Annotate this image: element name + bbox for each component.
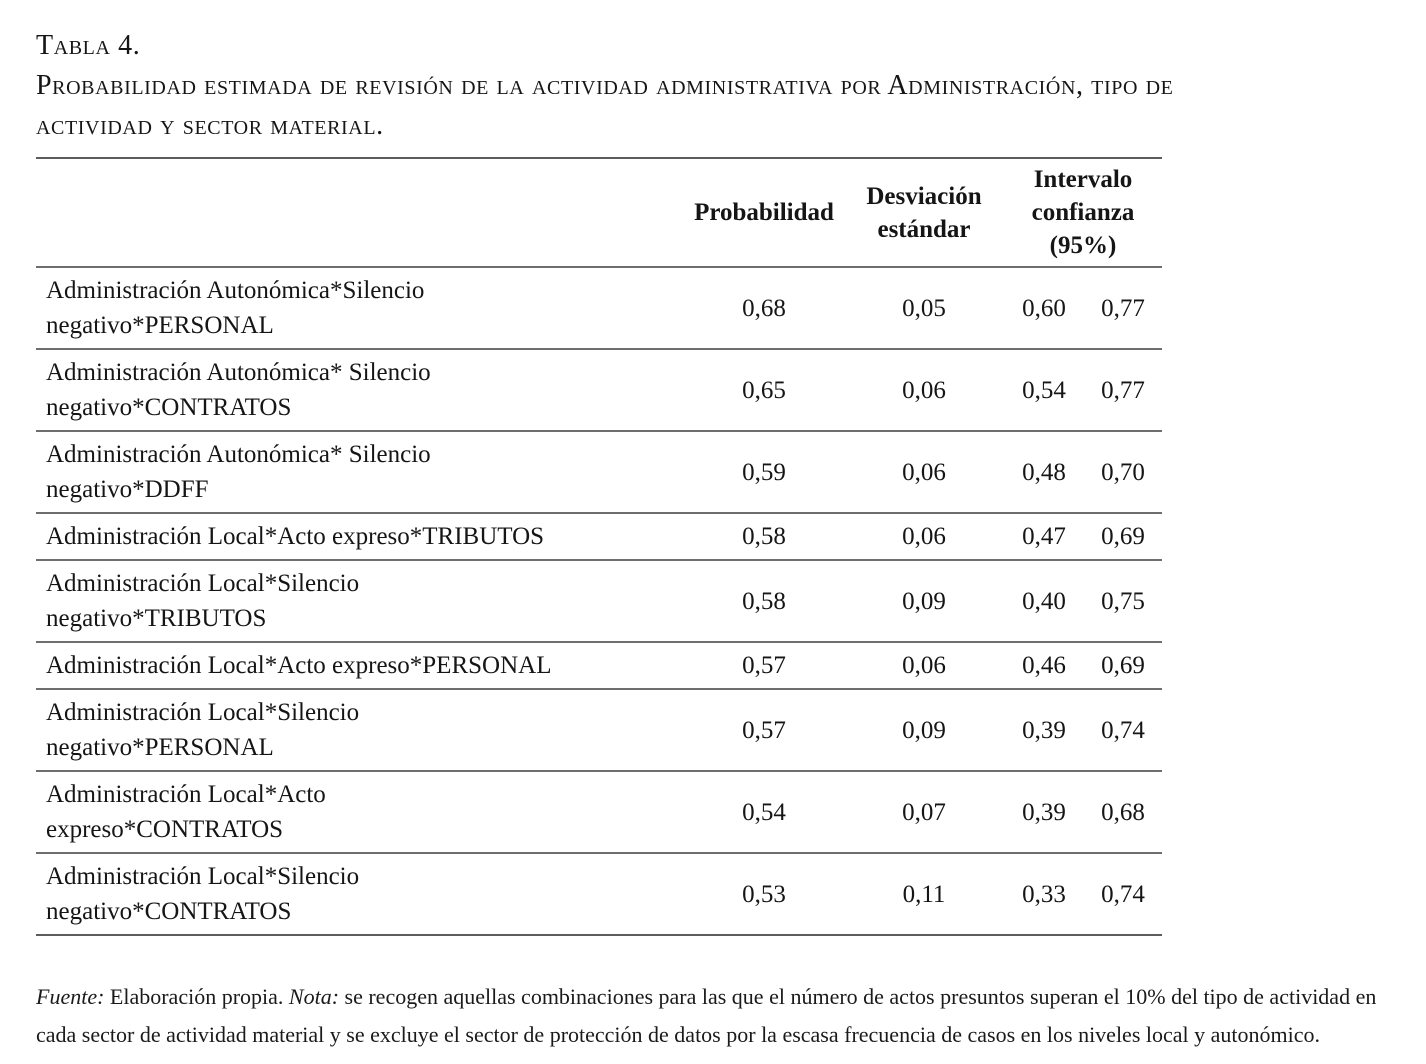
- header-cell-desviacion: [844, 158, 1004, 267]
- row-label: Administración Local*Acto expreso*TRIBUTOS: [36, 513, 684, 560]
- row-label: Administración Local*Silencio negativo*CONTRATOS: [46, 863, 360, 925]
- cell-ci-high: 0,69: [1084, 513, 1162, 560]
- table-row: [36, 560, 1162, 642]
- cell-ci-low: 0,39: [1004, 689, 1084, 771]
- table-row: [36, 689, 1162, 771]
- row-label: Administración Autonómica* Silencio negativo*CONTRATOS: [36, 349, 684, 431]
- cell-desviacion: 0,09: [844, 560, 1004, 642]
- cell-ci-low: 0,48: [1004, 431, 1084, 513]
- row-label: Administración Local*Acto expreso*CONTRATOS: [36, 771, 684, 853]
- table-caption: [36, 66, 1390, 146]
- cell-ci-high: 0,68: [1084, 771, 1162, 853]
- cell-probabilidad: 0,68: [684, 267, 844, 349]
- cell-probabilidad: 0,57: [684, 689, 844, 771]
- cell-desviacion: 0,06: [844, 431, 1004, 513]
- cell-ci-low: 0,60: [1004, 267, 1084, 349]
- cell-ci-low: 0,40: [1004, 560, 1084, 642]
- cell-ci-high: 0,74: [1084, 689, 1162, 771]
- table-body: [36, 267, 1162, 935]
- header-label-desviacion: Desviación estándar: [866, 182, 982, 243]
- table-number: Tabla 4.: [36, 30, 141, 61]
- cell-ci-high: 0,77: [1084, 267, 1162, 349]
- cell-ci-high: 0,77: [1084, 349, 1162, 431]
- cell-desviacion: 0,05: [844, 267, 1004, 349]
- row-label: Administración Autonómica* Silencio negativo*DDFF: [36, 431, 684, 513]
- header-row: [36, 158, 1162, 267]
- header-cell-empty: [36, 158, 684, 267]
- table-header: [36, 158, 1162, 267]
- cell-ci-low: 0,47: [1004, 513, 1084, 560]
- cell-ci-low: 0,33: [1022, 880, 1066, 908]
- fuente-text: Elaboración propia.: [109, 984, 284, 1009]
- row-label: Administración Autonómica*Silencio negativo*PERSONAL: [36, 267, 684, 349]
- table-row: [36, 513, 1162, 560]
- header-cell-probabilidad: [684, 158, 844, 267]
- cell-probabilidad: 0,57: [684, 642, 844, 689]
- cell-ci-low: 0,46: [1004, 642, 1084, 689]
- header-label-probabilidad: Probabilidad: [694, 199, 834, 226]
- row-label: Administración Local*Acto expreso*PERSONAL: [36, 642, 684, 689]
- row-label: Administración Local*Silencio negativo*PERSONAL: [36, 689, 684, 771]
- cell-ci-high: 0,70: [1084, 431, 1162, 513]
- table-caption-line2: actividad y sector material.: [36, 110, 384, 141]
- cell-desviacion: 0,06: [844, 513, 1004, 560]
- table-row: [36, 431, 1162, 513]
- table-row: [36, 267, 1162, 349]
- cell-ci-low: 0,54: [1004, 349, 1084, 431]
- cell-ci-low: 0,39: [1004, 771, 1084, 853]
- table-row: [36, 642, 1162, 689]
- cell-desviacion: 0,11: [902, 880, 946, 908]
- table-caption-line1: Probabilidad estimada de revisión de la actividad administrativa por Administración, tipo de: [36, 70, 1174, 101]
- cell-desviacion: 0,07: [844, 771, 1004, 853]
- cell-probabilidad: 0,58: [684, 513, 844, 560]
- nota-text: se recogen aquellas combinaciones para las que el número de actos presuntos superan el 10% del tipo de actividad en cada sector de actividad material y se excluye el sector de protección de datos por la escasa frecuencia de casos en los niveles local y autonómico.: [36, 984, 1377, 1047]
- fuente-label: Fuente:: [36, 984, 105, 1009]
- results-table: [36, 157, 1162, 936]
- header-label-intervalo: Intervalo confianza (95%): [1031, 166, 1135, 259]
- cell-ci-high: 0,75: [1084, 560, 1162, 642]
- cell-probabilidad: 0,54: [684, 771, 844, 853]
- nota-label: Nota:: [288, 984, 340, 1009]
- cell-probabilidad: 0,65: [684, 349, 844, 431]
- table-row: [36, 349, 1162, 431]
- row-label: Administración Local*Silencio negativo*TRIBUTOS: [36, 560, 684, 642]
- table-footnote: [36, 978, 1382, 1054]
- cell-probabilidad: 0,53: [742, 880, 786, 908]
- table-row: [36, 853, 1162, 935]
- header-cell-intervalo: [1004, 158, 1162, 267]
- cell-ci-high: 0,74: [1101, 880, 1145, 908]
- cell-ci-high: 0,69: [1084, 642, 1162, 689]
- table-row: [36, 771, 1162, 853]
- cell-probabilidad: 0,58: [684, 560, 844, 642]
- cell-desviacion: 0,09: [844, 689, 1004, 771]
- cell-desviacion: 0,06: [844, 349, 1004, 431]
- cell-probabilidad: 0,59: [684, 431, 844, 513]
- cell-desviacion: 0,06: [844, 642, 1004, 689]
